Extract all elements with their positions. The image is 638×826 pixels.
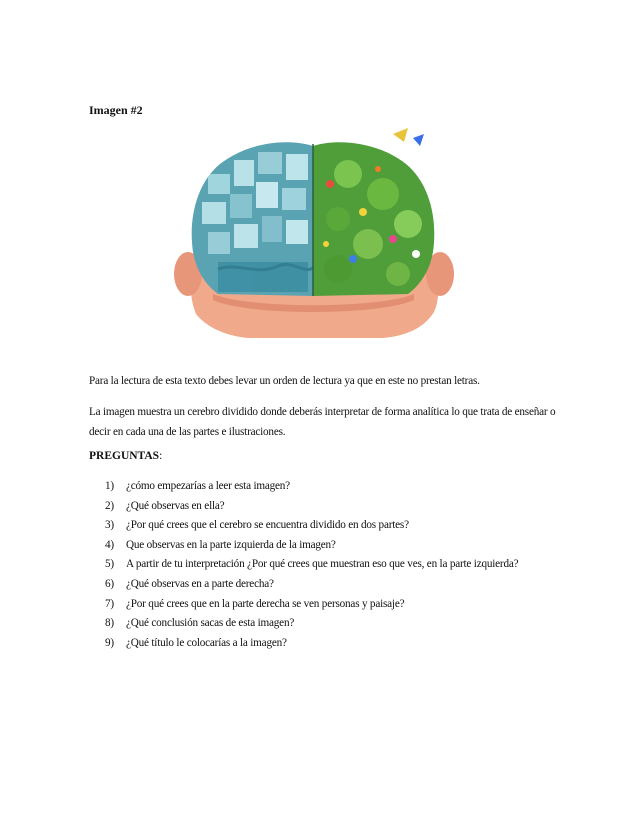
list-item bbox=[105, 536, 518, 556]
questions-heading-label: PREGUNTAS bbox=[89, 450, 160, 462]
list-item bbox=[105, 614, 518, 634]
questions-heading-colon: : bbox=[159, 450, 163, 462]
question-text: ¿Qué título le colocarías a la imagen? bbox=[126, 636, 287, 649]
paragraph-image-description: La imagen muestra un cerebro dividido donde deberás interpretar de forma analítica lo que trata de enseñar o decir en cada una de las partes e ilustraciones. bbox=[89, 406, 556, 438]
list-item bbox=[105, 516, 518, 536]
question-number: 2) bbox=[105, 499, 114, 512]
list-item bbox=[105, 595, 518, 615]
split-brain-illustration-icon bbox=[168, 124, 458, 339]
question-text: Que observas en la parte izquierda de la imagen? bbox=[126, 538, 336, 551]
list-item bbox=[105, 555, 518, 575]
list-item bbox=[105, 497, 518, 517]
question-text: ¿Qué observas en a parte derecha? bbox=[126, 577, 274, 590]
question-text: ¿Por qué crees que en la parte derecha se ven personas y paisaje? bbox=[126, 597, 405, 610]
list-item bbox=[105, 634, 518, 654]
list-item bbox=[105, 477, 518, 497]
question-text: ¿cómo empezarías a leer esta imagen? bbox=[126, 480, 290, 492]
question-number: 8) bbox=[105, 617, 114, 630]
question-number: 5) bbox=[105, 558, 114, 571]
question-number: 7) bbox=[105, 597, 114, 610]
question-number: 3) bbox=[105, 519, 114, 532]
question-number: 1) bbox=[105, 480, 114, 492]
questions-list bbox=[105, 477, 518, 653]
question-number: 6) bbox=[105, 577, 114, 590]
question-number: 4) bbox=[105, 538, 114, 551]
question-text: ¿Qué conclusión sacas de esta imagen? bbox=[126, 617, 295, 630]
questions-heading bbox=[89, 450, 162, 462]
question-text: A partir de tu interpretación ¿Por qué crees que muestran eso que ves, en la parte izquierda? bbox=[126, 558, 519, 571]
question-text: ¿Qué observas en ella? bbox=[126, 499, 225, 512]
question-text: ¿Por qué crees que el cerebro se encuentra dividido en dos partes? bbox=[126, 519, 409, 532]
question-number: 9) bbox=[105, 636, 114, 649]
image-heading: Imagen #2 bbox=[89, 103, 143, 117]
list-item bbox=[105, 575, 518, 595]
paragraph-reading-instruction: Para la lectura de esta texto debes levar un orden de lectura ya que en este no prestan letras. bbox=[89, 375, 480, 387]
